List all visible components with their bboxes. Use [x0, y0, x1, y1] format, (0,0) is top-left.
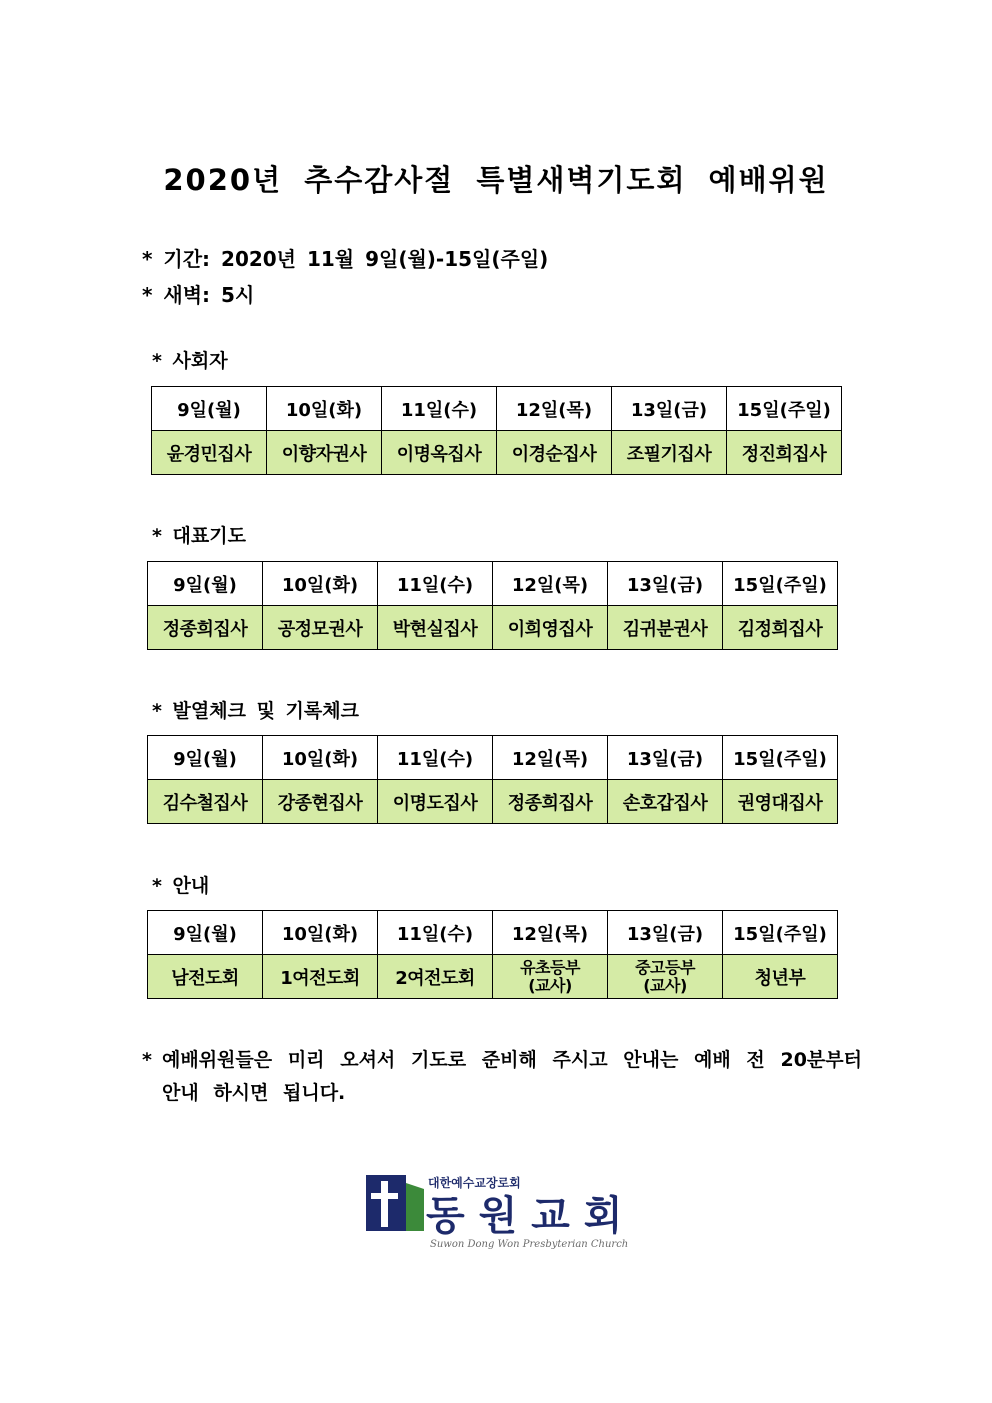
day-cell: 11일(수) [378, 562, 493, 606]
day-cell: 13일(금) [608, 911, 723, 955]
table-row-names [148, 606, 838, 650]
name-cell: 이향자권사 [267, 431, 382, 475]
day-cell: 9일(월) [152, 387, 267, 431]
name-cell: 2여전도회 [378, 955, 493, 999]
logo-denomination: 대한예수교장로회 [428, 1176, 521, 1190]
name-cell: 1여전도회 [263, 955, 378, 999]
name-cell: 이경순집사 [497, 431, 612, 475]
day-cell: 9일(월) [148, 562, 263, 606]
day-cell: 12일(목) [493, 736, 608, 780]
church-logo [366, 1173, 656, 1253]
notice-line-2: 안내 하시면 됩니다. [162, 1082, 346, 1104]
day-cell: 13일(금) [608, 736, 723, 780]
name-cell: 청년부 [723, 955, 838, 999]
day-cell: 15일(주일) [723, 562, 838, 606]
name-cell: 박현실집사 [378, 606, 493, 650]
period-info: * 기간: 2020년 11월 9일(월)-15일(주일) [142, 247, 549, 271]
name-cell: 남전도회 [148, 955, 263, 999]
name-cell: 정진희집사 [727, 431, 842, 475]
name-cell: 정종희집사 [148, 606, 263, 650]
day-cell: 9일(월) [148, 911, 263, 955]
logo-church-name: 동 원 교 회 [426, 1193, 623, 1239]
day-cell: 9일(월) [148, 736, 263, 780]
fever-check-schedule-table [147, 735, 838, 824]
day-cell: 13일(금) [608, 562, 723, 606]
name-cell: 윤경민집사 [152, 431, 267, 475]
name-cell: 손호갑집사 [608, 780, 723, 824]
day-cell: 12일(목) [493, 562, 608, 606]
name-cell: 이명도집사 [378, 780, 493, 824]
logo-emblem-green [406, 1183, 424, 1231]
table-row-names [148, 780, 838, 824]
name-cell: 이희영집사 [493, 606, 608, 650]
day-cell: 15일(주일) [723, 911, 838, 955]
day-cell: 11일(수) [382, 387, 497, 431]
name-cell: 이명옥집사 [382, 431, 497, 475]
day-cell: 15일(주일) [727, 387, 842, 431]
day-cell: 10일(화) [263, 562, 378, 606]
day-cell: 12일(목) [497, 387, 612, 431]
table-row-names [148, 955, 838, 999]
table-row-days [152, 387, 842, 431]
name-cell: 조필기집사 [612, 431, 727, 475]
name-cell: 중고등부 (교사) [608, 955, 723, 999]
host-schedule-table [151, 386, 842, 475]
day-cell: 10일(화) [263, 736, 378, 780]
name-cell: 유초등부 (교사) [493, 955, 608, 999]
name-cell: 공정모권사 [263, 606, 378, 650]
notice-text [142, 1044, 862, 1110]
section-label-fever-check: * 발열체크 및 기록체크 [152, 700, 359, 722]
time-info: * 새벽: 5시 [142, 283, 255, 307]
notice-bullet: * [142, 1049, 152, 1071]
day-cell: 10일(화) [267, 387, 382, 431]
prayer-schedule-table [147, 561, 838, 650]
name-cell: 정종희집사 [493, 780, 608, 824]
table-row-days [148, 562, 838, 606]
section-label-prayer: * 대표기도 [152, 525, 246, 547]
section-label-host: * 사회자 [152, 350, 228, 372]
name-cell: 김정희집사 [723, 606, 838, 650]
day-cell: 12일(목) [493, 911, 608, 955]
table-row-days [148, 911, 838, 955]
page-title: 2020년 추수감사절 특별새벽기도회 예배위원 [163, 163, 829, 197]
notice-line-1: 예배위원들은 미리 오셔서 기도로 준비해 주시고 안내는 예배 전 20분부터 [162, 1049, 862, 1071]
name-cell: 권영대집사 [723, 780, 838, 824]
day-cell: 15일(주일) [723, 736, 838, 780]
day-cell: 10일(화) [263, 911, 378, 955]
name-cell: 강종현집사 [263, 780, 378, 824]
logo-english-name: Suwon Dong Won Presbyterian Church [430, 1239, 629, 1250]
table-row-names [152, 431, 842, 475]
section-label-usher: * 안내 [152, 875, 210, 897]
name-cell: 김수철집사 [148, 780, 263, 824]
table-row-days [148, 736, 838, 780]
cross-icon [381, 1181, 388, 1227]
usher-schedule-table [147, 910, 838, 999]
day-cell: 11일(수) [378, 911, 493, 955]
name-cell: 김귀분권사 [608, 606, 723, 650]
day-cell: 11일(수) [378, 736, 493, 780]
day-cell: 13일(금) [612, 387, 727, 431]
